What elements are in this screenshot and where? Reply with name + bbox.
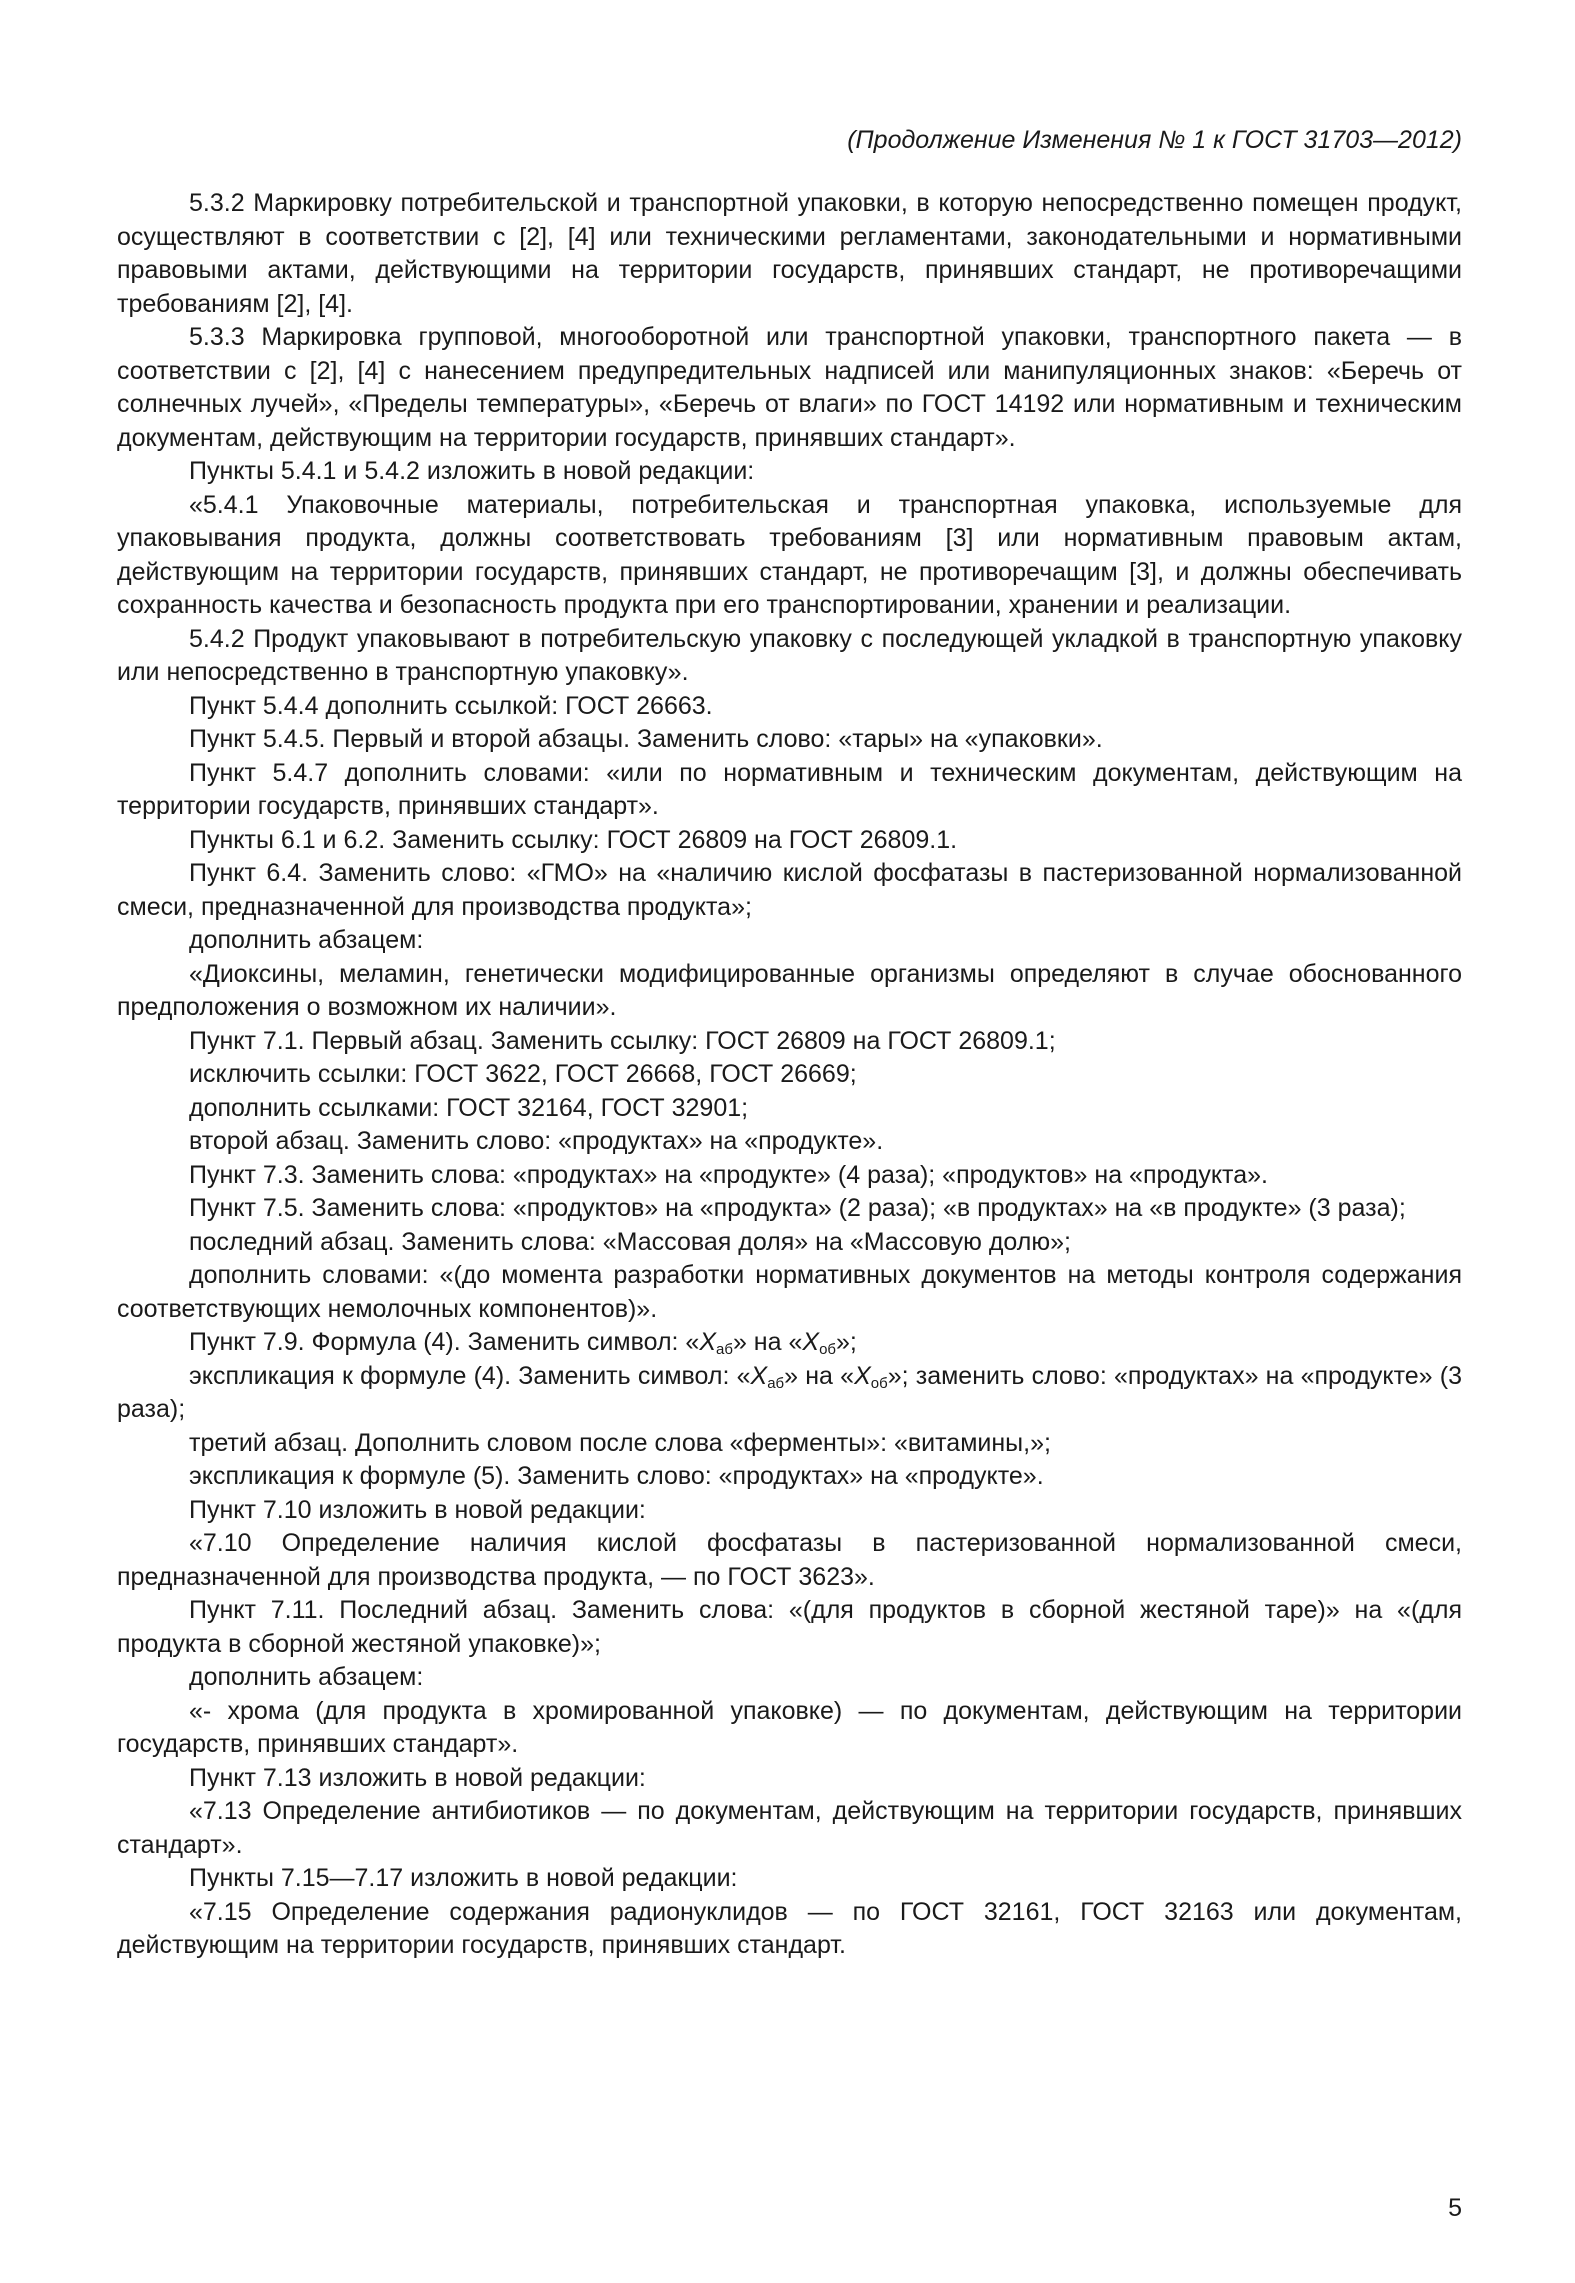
paragraph-7-15: «7.15 Определение содержания радионуклидов — по ГОСТ 32161, ГОСТ 32163 или документам, действующим на территории государств, принявших стандарт.: [117, 1897, 1462, 1959]
paragraph: Пункт 5.4.7 дополнить словами: «или по нормативным и техническим документам, действующим на территории государств, принявших стандарт».: [117, 758, 1462, 820]
paragraph: экспликация к формуле (5). Заменить слово: «продуктах» на «продукте».: [189, 1462, 1044, 1490]
paragraph: Пункт 7.11. Последний абзац. Заменить слова: «(для продуктов в сборной жестяной таре)» на «(для продукта в сборной жестяной упаковке)»;: [117, 1596, 1462, 1658]
paragraph: Пункт 7.3. Заменить слова: «продуктах» на «продукте» (4 раза); «продуктов» на «продукта».: [189, 1160, 1268, 1189]
formula-text: »;: [836, 1328, 857, 1356]
paragraph: Пункт 5.4.4 дополнить ссылкой: ГОСТ 26663.: [189, 691, 713, 720]
paragraph: последний абзац. Заменить слова: «Массовая доля» на «Массовую долю»;: [189, 1227, 1071, 1256]
formula-text: экспликация к формуле (4). Заменить символ: «: [189, 1361, 751, 1390]
paragraph-5-4-1: «5.4.1 Упаковочные материалы, потребительская и транспортная упаковка, используемые для упаковывания продукта, должны соответствовать требованиям [3] или нормативным правовым актам, действующим на территории государств, принявших стандарт, не противоречащим [3], и должны обеспечивать сохранность качества и безопасность продукта при его транспортировании, хранении и реализации.: [117, 490, 1462, 619]
formula-symbol: X: [854, 1361, 871, 1390]
formula-subscript: аб: [767, 1374, 785, 1392]
paragraph-5-3-2: 5.3.2 Маркировку потребительской и транспортной упаковки, в которую непосредственно помещен продукт, осуществляют в соответствии с [2], [4] или техническими регламентами, законодательными и нормативными правовыми актами, действующими на территории государств, принявших стандарт, не противоречащими требованиям [2], [4].: [117, 189, 1462, 318]
page-number: 5: [1448, 2194, 1462, 2222]
formula-symbol: X: [750, 1361, 768, 1390]
paragraph: дополнить абзацем:: [189, 926, 424, 954]
paragraph-5-3-3: 5.3.3 Маркировка групповой, многооборотной или транспортной упаковки, транспортного пакета — в соответствии с [2], [4] с нанесением предупредительных надписей или манипуляционных знаков: «Беречь от солнечных лучей», «Пределы температуры», «Беречь от влаги» по ГОСТ 14192 или нормативным и техническим документам, действующим на территории государств, принявших стандарт».: [117, 323, 1462, 452]
formula-subscript: об: [870, 1374, 888, 1392]
paragraph: Пункты 6.1 и 6.2. Заменить ссылку: ГОСТ 26809 на ГОСТ 26809.1.: [189, 825, 958, 854]
formula-subscript: об: [819, 1341, 836, 1358]
formula-explication-line: [117, 1360, 1462, 1427]
paragraph: Пункт 7.10 изложить в новой редакции:: [189, 1495, 646, 1524]
paragraph: Пункт 7.5. Заменить слова: «продуктов» на «продукта» (2 раза); «в продуктах» на «в продукте» (3 раза);: [189, 1194, 1406, 1222]
document-body: [117, 187, 1462, 1963]
paragraph: дополнить ссылками: ГОСТ 32164, ГОСТ 32901;: [189, 1093, 749, 1122]
paragraph: Пункт 6.4. Заменить слово: «ГМО» на «наличию кислой фосфатазы в пастеризованной нормализованной смеси, предназначенной для производства продукта»;: [117, 859, 1462, 921]
formula-text: » на «: [784, 1361, 855, 1390]
paragraph: дополнить словами: «(до момента разработки нормативных документов на методы контроля содержания соответствующих немолочных компонентов)».: [117, 1261, 1462, 1323]
paragraph: второй абзац. Заменить слово: «продуктах» на «продукте».: [189, 1127, 884, 1155]
paragraph-5-4-2: 5.4.2 Продукт упаковывают в потребительскую упаковку с последующей укладкой в транспортную упаковку или непосредственно в транспортную упаковку».: [117, 624, 1462, 686]
paragraph: Пункт 7.13 изложить в новой редакции:: [189, 1763, 646, 1792]
page-header: (Продолжение Изменения № 1 к ГОСТ 31703—2012): [847, 126, 1462, 154]
paragraph: Пункты 5.4.1 и 5.4.2 изложить в новой редакции:: [189, 457, 755, 485]
formula-text: » на «: [732, 1328, 803, 1356]
paragraph: третий абзац. Дополнить словом после слова «ферменты»: «витамины,»;: [189, 1428, 1051, 1457]
paragraph: Пункты 7.15—7.17 изложить в новой редакции:: [189, 1864, 738, 1892]
formula-text: »; заменить слово: «продуктах» на «продукте» (3 раза);: [117, 1361, 1462, 1423]
formula-symbol: X: [699, 1328, 717, 1356]
paragraph: Пункт 5.4.5. Первый и второй абзацы. Заменить слово: «тары» на «упаковки».: [189, 725, 1103, 753]
paragraph: «- хрома (для продукта в хромированной упаковке) — по документам, действующим на территории государств, принявших стандарт».: [117, 1696, 1462, 1758]
formula-text: Пункт 7.9. Формула (4). Заменить символ: «: [189, 1328, 700, 1356]
paragraph-7-13: «7.13 Определение антибиотиков — по документам, действующим на территории государств, принявших стандарт».: [117, 1797, 1462, 1859]
paragraph: исключить ссылки: ГОСТ 3622, ГОСТ 26668, ГОСТ 26669;: [189, 1060, 857, 1088]
formula-subscript: аб: [716, 1341, 733, 1358]
paragraph: дополнить абзацем:: [189, 1663, 424, 1691]
formula-line-7-9: [117, 1326, 1462, 1360]
formula-symbol: X: [802, 1328, 820, 1356]
paragraph: Пункт 7.1. Первый абзац. Заменить ссылку: ГОСТ 26809 на ГОСТ 26809.1;: [189, 1026, 1056, 1055]
paragraph-7-10: «7.10 Определение наличия кислой фосфатазы в пастеризованной нормализованной смеси, предназначенной для производства продукта, — по ГОСТ 3623».: [117, 1529, 1462, 1591]
paragraph: «Диоксины, меламин, генетически модифицированные организмы определяют в случае обоснованного предположения о возможном их наличии».: [117, 959, 1462, 1021]
